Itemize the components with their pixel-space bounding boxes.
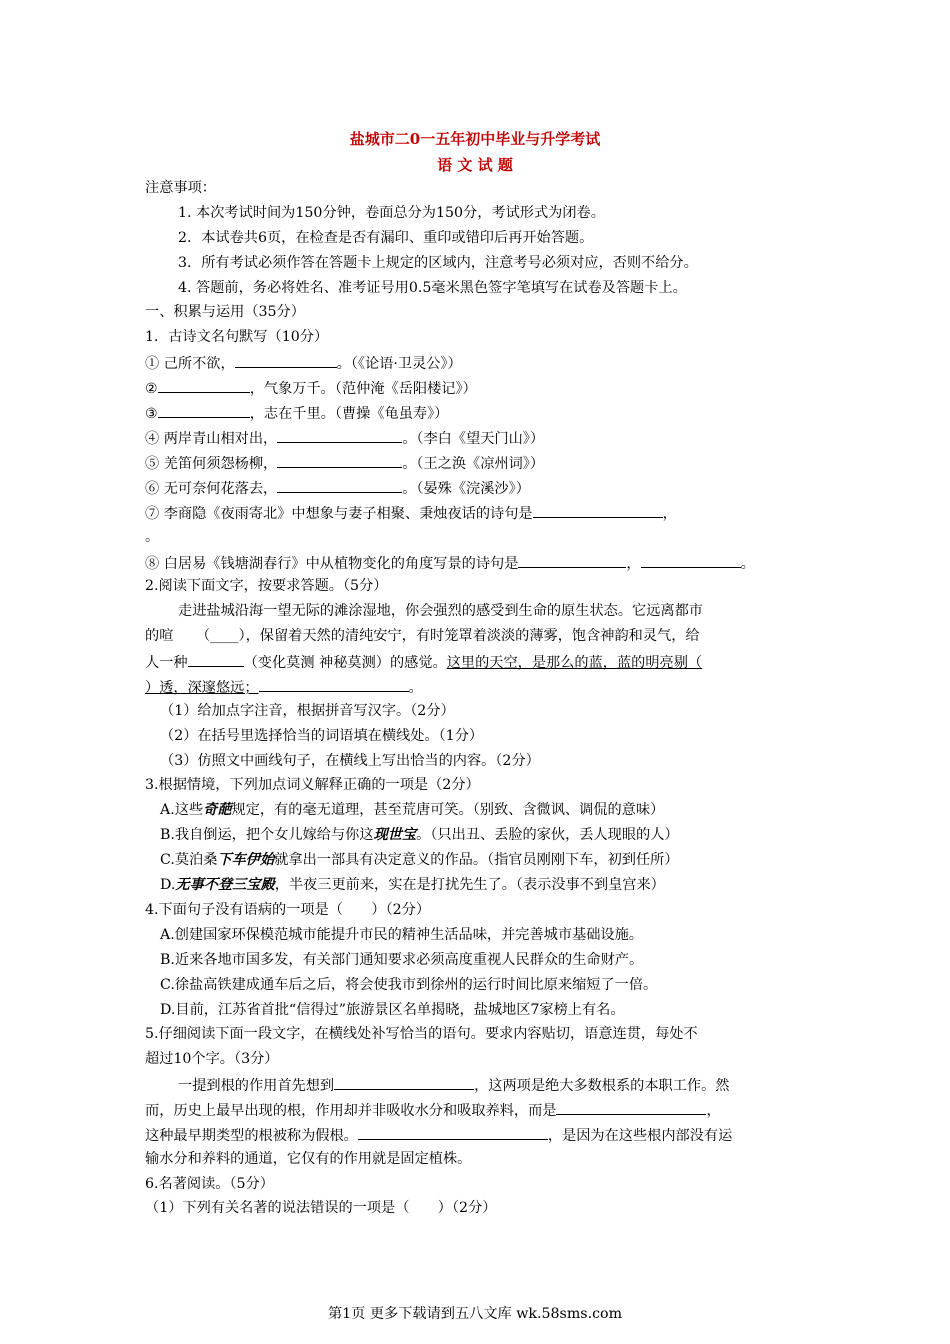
- passage-line: 这种最早期类型的根被称为假根。 ，是因为在这些根内部没有运: [145, 1124, 732, 1146]
- choice-option: A.创建国家环保模范城市能提升市民的精神生活品味，并完善城市基础设施。: [160, 927, 643, 943]
- page-footer: 第1页 更多下载请到五八文库 wk.58sms.com: [327, 1306, 623, 1322]
- section-heading: 一、积累与运用（35分）: [145, 304, 305, 320]
- poem-line: ① 己所不欲， 。（《论语·卫灵公》）: [145, 352, 462, 374]
- question-title: 2.阅读下面文字，按要求答题。（5分）: [145, 578, 388, 594]
- notice-item: 4. 答题前，务必将姓名、准考证号用0.5毫米黑色签字笔填写在试卷及答题卡上。: [178, 280, 687, 296]
- poem-line: ④ 两岸青山相对出， 。（李白《望天门山》）: [145, 427, 544, 449]
- choice-option: D.目前，江苏省首批“信得过”旅游景区名单揭晓，盐城地区7家榜上有名。: [160, 1002, 625, 1018]
- question-title: 1．古诗文名句默写（10分）: [145, 329, 329, 345]
- poem-line: ⑥ 无可奈何花落去， 。（晏殊《浣溪沙》）: [145, 477, 530, 499]
- question-title: 4.下面句子没有语病的一项是（ ）（2分）: [145, 902, 431, 918]
- passage-line: 人一种 （变化莫测 神秘莫测）的感觉。这里的天空，是那么的蓝，蓝的明亮剔（: [145, 651, 702, 673]
- passage-line: 的喧 （____），保留着天然的清纯安宁，有时笼罩着淡淡的薄雾，饱含神韵和灵气，给: [145, 628, 700, 644]
- choice-option: C.莫泊桑下车伊始就拿出一部具有决定意义的作品。（指官员刚刚下车，初到任所）: [160, 852, 679, 868]
- exam-subtitle: 语 文 试 题: [437, 156, 513, 174]
- notice-item: 2．本试卷共6页，在检查是否有漏印、重印或错印后再开始答题。: [178, 230, 594, 246]
- poem-line: ③ ，志在千里。（曹操《龟虽寿》）: [145, 402, 448, 424]
- poem-line: 。: [145, 529, 160, 545]
- question-title: 6.名著阅读。（5分）: [145, 1176, 274, 1192]
- choice-option: D.无事不登三宝殿，半夜三更前来，实在是打扰先生了。（表示没事不到皇宫来）: [160, 877, 665, 893]
- passage-line: 一提到根的作用首先想到 ，这两项是绝大多数根系的本职工作。然: [178, 1074, 729, 1096]
- choice-option: A.这些奇葩规定，有的毫无道理，甚至荒唐可笑。（别致、含微讽、调侃的意味）: [160, 802, 665, 818]
- question-title: 超过10个字。（3分）: [145, 1051, 279, 1067]
- choice-option: B.近来各地市国多发，有关部门通知要求必须高度重视人民群众的生命财产。: [160, 952, 644, 968]
- passage-line: 走进盐城沿海一望无际的滩涂湿地，你会强烈的感受到生命的原生状态。它远离都市: [178, 603, 703, 619]
- poem-line: ⑦ 李商隐《夜雨寄北》中想象与妻子相聚、秉烛夜话的诗句是 ，: [145, 502, 677, 524]
- passage-line: 输水分和养料的通道，它仅有的作用就是固定植株。: [145, 1151, 472, 1167]
- exam-title: 盐城市二0一五年初中毕业与升学考试: [349, 130, 601, 148]
- sub-question: （2）在括号里选择恰当的词语填在横线处。（1分）: [160, 728, 484, 744]
- choice-option: B.我自倒运，把个女儿嫁给与你这现世宝。（只出丑、丢脸的家伙，丢人现眼的人）: [160, 827, 679, 843]
- notice-heading: 注意事项：: [145, 180, 216, 196]
- poem-line: ⑧ 白居易《钱塘湖春行》中从植物变化的角度写景的诗句是 ， 。: [145, 552, 755, 574]
- question-title: 3.根据情境，下列加点词义解释正确的一项是（2分）: [145, 777, 480, 793]
- poem-line: ② ，气象万千。（范仲淹《岳阳楼记》）: [145, 377, 477, 399]
- sub-question: （1）给加点字注音，根据拼音写汉字。（2分）: [160, 703, 455, 719]
- choice-option: C.徐盐高铁建成通车后之后，将会使我市到徐州的运行时间比原来缩短了一倍。: [160, 977, 658, 993]
- notice-item: 3．所有考试必须作答在答题卡上规定的区域内，注意考号必须对应，否则不给分。: [178, 255, 698, 271]
- sub-question: （3）仿照文中画线句子，在横线上写出恰当的内容。（2分）: [160, 753, 540, 769]
- sub-question: （1）下列有关名著的说法错误的一项是（ ）（2分）: [145, 1200, 497, 1216]
- passage-line: ）透，深邃悠远； 。: [145, 676, 423, 698]
- poem-line: ⑤ 羌笛何须怨杨柳， 。（王之涣《凉州词》）: [145, 452, 544, 474]
- question-title: 5.仔细阅读下面一段文字，在横线处补写恰当的语句。要求内容贴切，语意连贯，每处不: [145, 1026, 698, 1042]
- notice-item: 1. 本次考试时间为150分钟，卷面总分为150分，考试形式为闭卷。: [178, 205, 605, 221]
- passage-line: 而，历史上最早出现的根，作用却并非吸收水分和吸取养料，而是 ，: [145, 1099, 721, 1121]
